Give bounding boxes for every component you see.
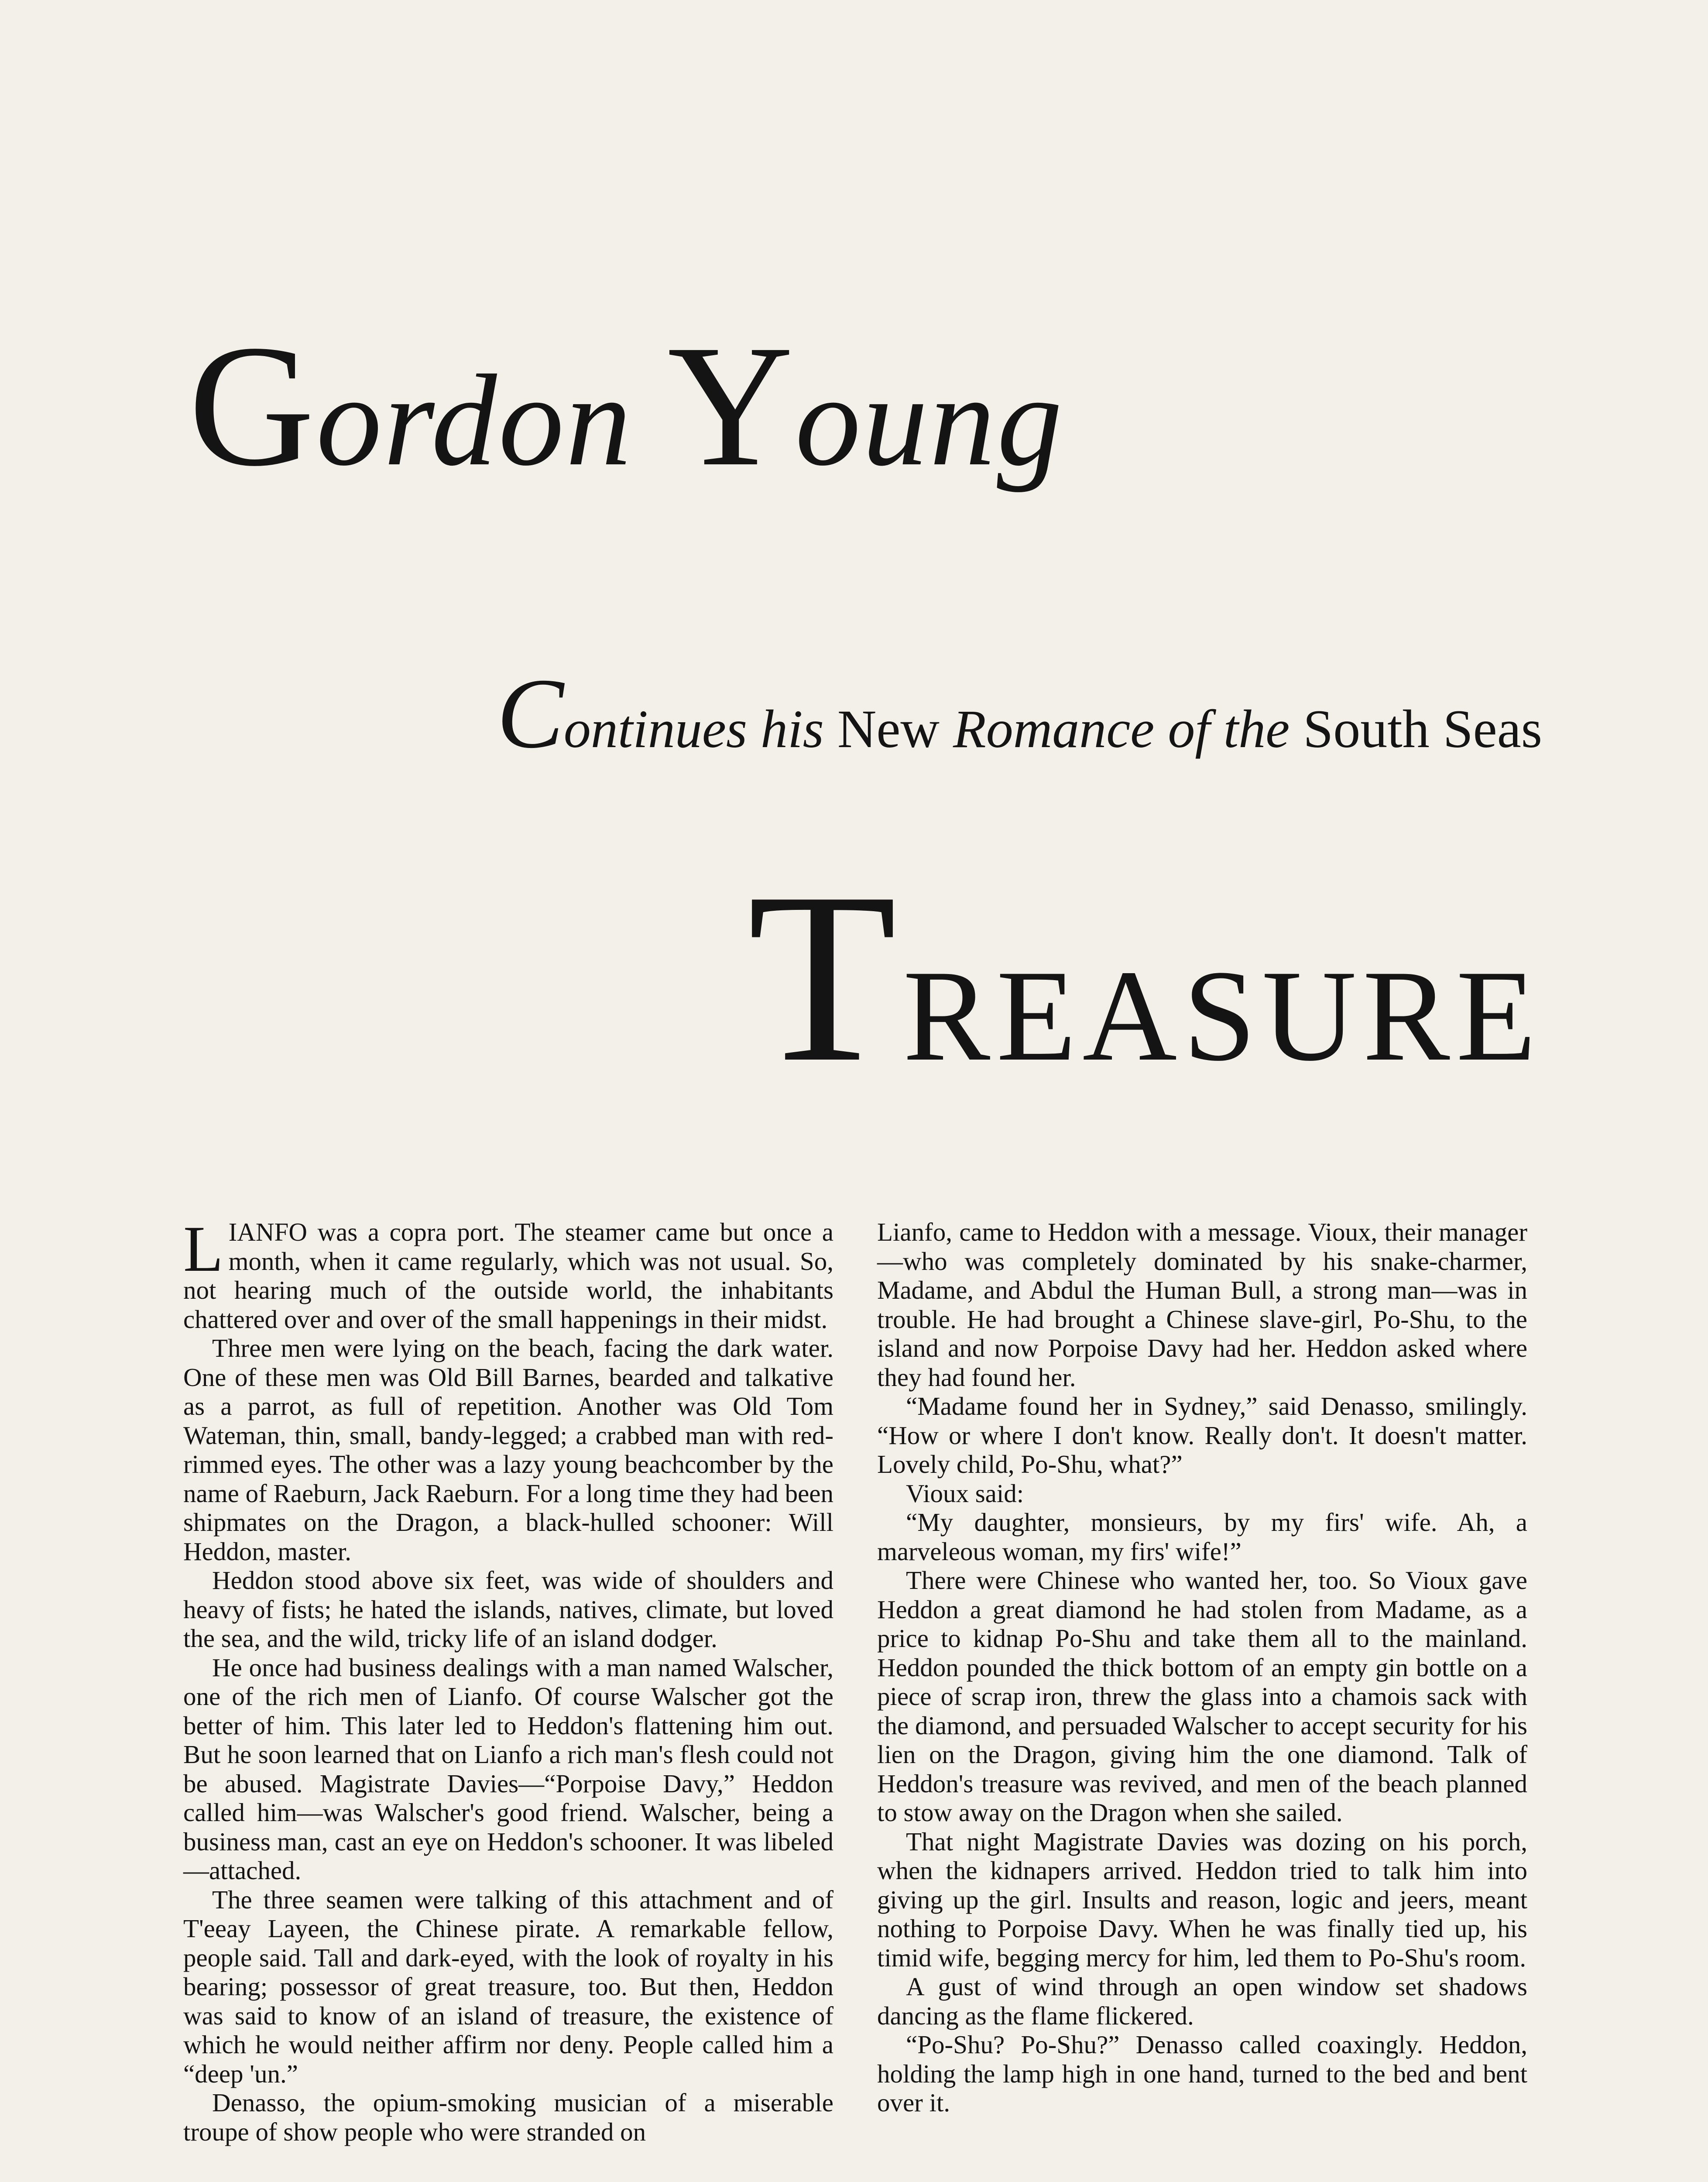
- paragraph: There were Chinese who wanted her, too. So Vioux gave Heddon a great diamond he had stolen from Madame, as a price to kidnap Po-Shu and take them all to the mainland. Heddon pounded the thick bottom of an empty gin bottle on a piece of scrap iron, threw the glass into a chamois sack with the diamond, and persuaded Walscher to accept security for his lien on the Dragon, giving him the one diamond. Talk of Heddon's treasure was revived, and men of the beach planned to stow away on the Dragon when she sailed.: [877, 1566, 1527, 1827]
- paragraph: Denasso, the opium-smoking musician of a miserable troupe of show people who were stranded on: [183, 2088, 833, 2146]
- paragraph: “Po-Shu? Po-Shu?” Denasso called coaxingly. Heddon, holding the lamp high in one hand, turned to the bed and bent over it.: [877, 2030, 1527, 2117]
- paragraph: Heddon stood above six feet, was wide of shoulders and heavy of fists; he hated the islands, natives, climate, but loved the sea, and the wild, tricky life of an island dodger.: [183, 1566, 833, 1653]
- author-name: Gordon Young: [189, 309, 1064, 502]
- right-column: [877, 1218, 1527, 2117]
- paragraph: That night Magistrate Davies was dozing on his porch, when the kidnapers arrived. Heddon tried to talk him into giving up the girl. Insults and reason, logic and jeers, meant nothing to Porpoise Davy. When he was finally tied up, his timid wife, begging mercy for him, led them to Po-Shu's room.: [877, 1827, 1527, 1972]
- paragraph: Three men were lying on the beach, facing the dark water. One of these men was Old Bill Barnes, bearded and talkative as a parrot, as full of repetition. Another was Old Tom Wateman, thin, small, bandy-legged; a crabbed man with red-rimmed eyes. The other was a lazy young beachcomber by the name of Raeburn, Jack Raeburn. For a long time they had been shipmates on the Dragon, a black-hulled schooner: Will Heddon, master.: [183, 1334, 833, 1566]
- left-column: [183, 1213, 833, 2146]
- paragraph: Lianfo, came to Heddon with a message. Vioux, their manager—who was completely dominated by his snake-charmer, Madame, and Abdul the Human Bull, a strong man—was in trouble. He had brought a Chinese slave-girl, Po-Shu, to the island and now Porpoise Davy had her. Heddon asked where they had found her.: [877, 1218, 1527, 1392]
- drop-cap: L: [183, 1213, 223, 1285]
- article-title: TREASURE: [748, 842, 1542, 1113]
- paragraph: LIANFO was a copra port. The steamer came but once a month, when it came regularly, which was not usual. So, not hearing much of the outside world, the inhabitants chattered over and over of the small happenings in their midst.: [183, 1213, 833, 1334]
- subtitle: Continues his New Romance of the South Seas: [497, 658, 1542, 769]
- paragraph: A gust of wind through an open window set shadows dancing as the flame flickered.: [877, 1972, 1527, 2030]
- paragraph: He once had business dealings with a man named Walscher, one of the rich men of Lianfo. Of course Walscher got the better of him. This later led to Heddon's flattening him out. But he soon learned that on Lianfo a rich man's flesh could not be abused. Magistrate Davies—“Porpoise Davy,” Heddon called him—was Walscher's good friend. Walscher, being a business man, cast an eye on Heddon's schooner. It was libeled—attached.: [183, 1653, 833, 1885]
- paragraph: “Madame found her in Sydney,” said Denasso, smilingly. “How or where I don't know. Really don't. It doesn't matter. Lovely child, Po-Shu, what?”: [877, 1392, 1527, 1479]
- paragraph: Vioux said:: [906, 1479, 1024, 1508]
- paragraph: “My daughter, monsieurs, by my firs' wife. Ah, a marveleous woman, my firs' wife!”: [877, 1508, 1527, 1566]
- paragraph: The three seamen were talking of this attachment and of T'eeay Layeen, the Chinese pirate. A remarkable fellow, people said. Tall and dark-eyed, with the look of royalty in his bearing; possessor of great treasure, too. But then, Heddon was said to know of an island of treasure, the existence of which he would neither affirm nor deny. People called him a “deep 'un.”: [183, 1885, 833, 2088]
